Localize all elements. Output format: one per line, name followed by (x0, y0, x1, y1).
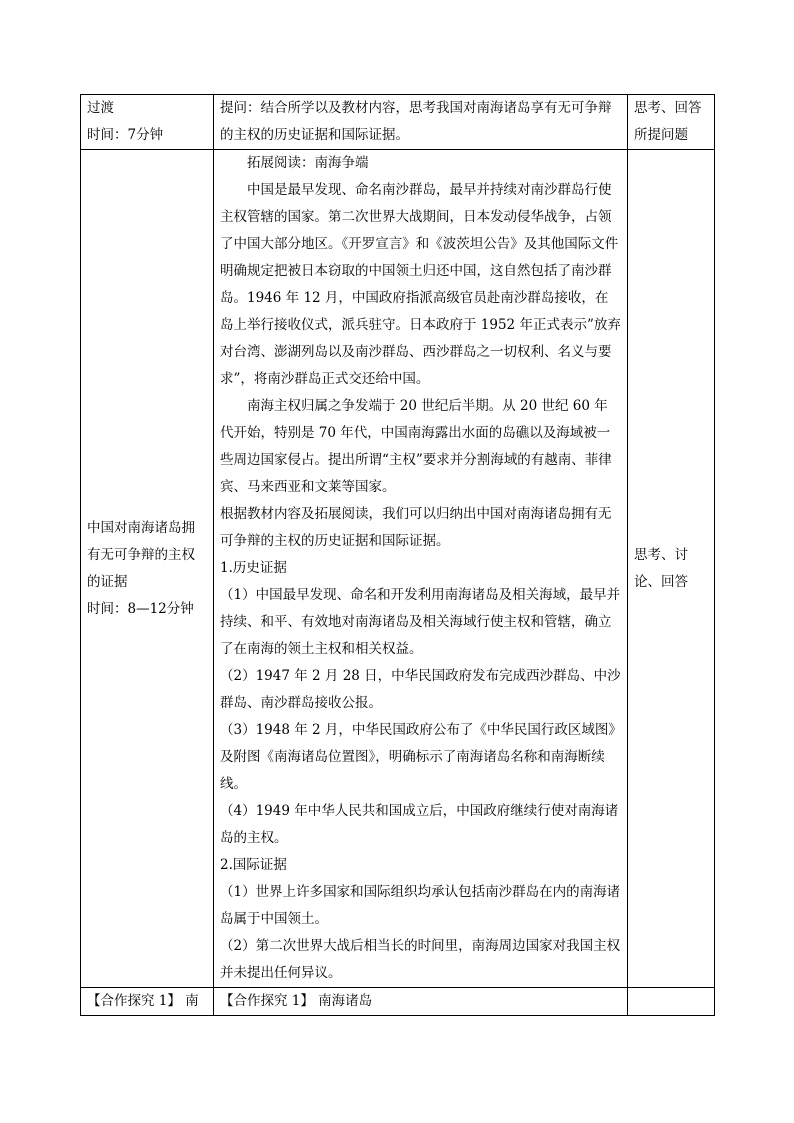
history-item: （1）中国最早发现、命名和开发利用南海诸岛及相关海域，最早并持续、和平、有效地对南海诸岛及相关海域行使主权和管辖，确立了在南海的领土主权和相关权益。 (220, 587, 621, 657)
reading-title: 拓展阅读：南海争端 (247, 155, 369, 171)
content-cell (214, 95, 628, 150)
stage-time: 时间：7分钟 (87, 127, 164, 143)
history-heading: 1.历史证据 (220, 560, 287, 576)
activity-cell (628, 150, 715, 988)
stage-cell (81, 988, 214, 1016)
intl-item: （2）第二次世界大战后相当长的时间里，南海周边国家对我国主权并未提出任何异议。 (220, 938, 621, 981)
activity-text: 思考、回答所提问题 (634, 100, 702, 143)
activity-text: 思考、讨论、回答 (634, 546, 688, 590)
history-item: （2）1947 年 2 月 28 日，中华民国政府发布完成西沙群岛、中沙群岛、南沙群岛接收公报。 (220, 668, 621, 711)
summary-text: 根据教材内容及拓展阅读，我们可以归纳出中国对南海诸岛拥有无可争辩的主权的历史证据和国际证据。 (220, 506, 612, 549)
lesson-plan-table (80, 94, 715, 1016)
activity-cell (628, 988, 715, 1016)
stage-title: 过渡 (87, 100, 114, 116)
intl-item: （1）世界上许多国家和国际组织均承认包括南沙群岛在内的南海诸岛属于中国领土。 (220, 884, 621, 927)
stage-cell (81, 95, 214, 150)
stage-title: 中国对南海诸岛拥有无可争辩的主权的证据 (87, 519, 195, 590)
section-heading: 【合作探究 1】 南海诸岛 (220, 993, 373, 1009)
table-row (81, 988, 715, 1016)
reading-paragraph: 中国是最早发现、命名南沙群岛，最早并持续对南沙群岛行使主权管辖的国家。第二次世界大战期间，日本发动侵华战争，占领了中国大部分地区。《开罗宣言》和《波茨坦公告》及其他国际文件明确规定把被日本窃取的中国领土归还中国，这自然包括了南沙群岛。1946 年 12 月，中国政府指派高级官员赴南沙群岛接收，在岛上举行接收仪式，派兵驻守。日本政府于 1952 年正式表示”放弃对台湾、澎湖列岛以及南沙群岛、西沙群岛之一切权利、名义与要求”，将南沙群岛正式交还给中国。 (220, 182, 621, 387)
content-cell (214, 150, 628, 988)
table-row (81, 150, 715, 988)
reading-paragraph: 南海主权归属之争发端于 20 世纪后半期。从 20 世纪 60 年代开始，特别是 70 年代，中国南海露出水面的岛礁以及海域被一些周边国家侵占。提出所谓“主权”要求并分割海域的有越南、菲律宾、马来西亚和文莱等国家。 (220, 398, 612, 495)
stage-title: 【合作探究 1】 南 (87, 993, 199, 1009)
content-cell (214, 988, 628, 1016)
question-text: 提问：结合所学以及教材内容，思考我国对南海诸岛享有无可争辩的主权的历史证据和国际证据。 (220, 100, 612, 143)
stage-cell (81, 150, 214, 988)
stage-time: 时间：8—12分钟 (87, 600, 194, 617)
intl-heading: 2.国际证据 (220, 857, 287, 873)
history-item: （3）1948 年 2 月，中华民国政府公布了《中华民国行政区域图》及附图《南海诸岛位置图》，明确标示了南海诸岛名称和南海断续线。 (220, 722, 616, 792)
activity-cell (628, 95, 715, 150)
history-item: （4）1949 年中华人民共和国成立后，中国政府继续行使对南海诸岛的主权。 (220, 803, 619, 846)
table-row (81, 95, 715, 150)
